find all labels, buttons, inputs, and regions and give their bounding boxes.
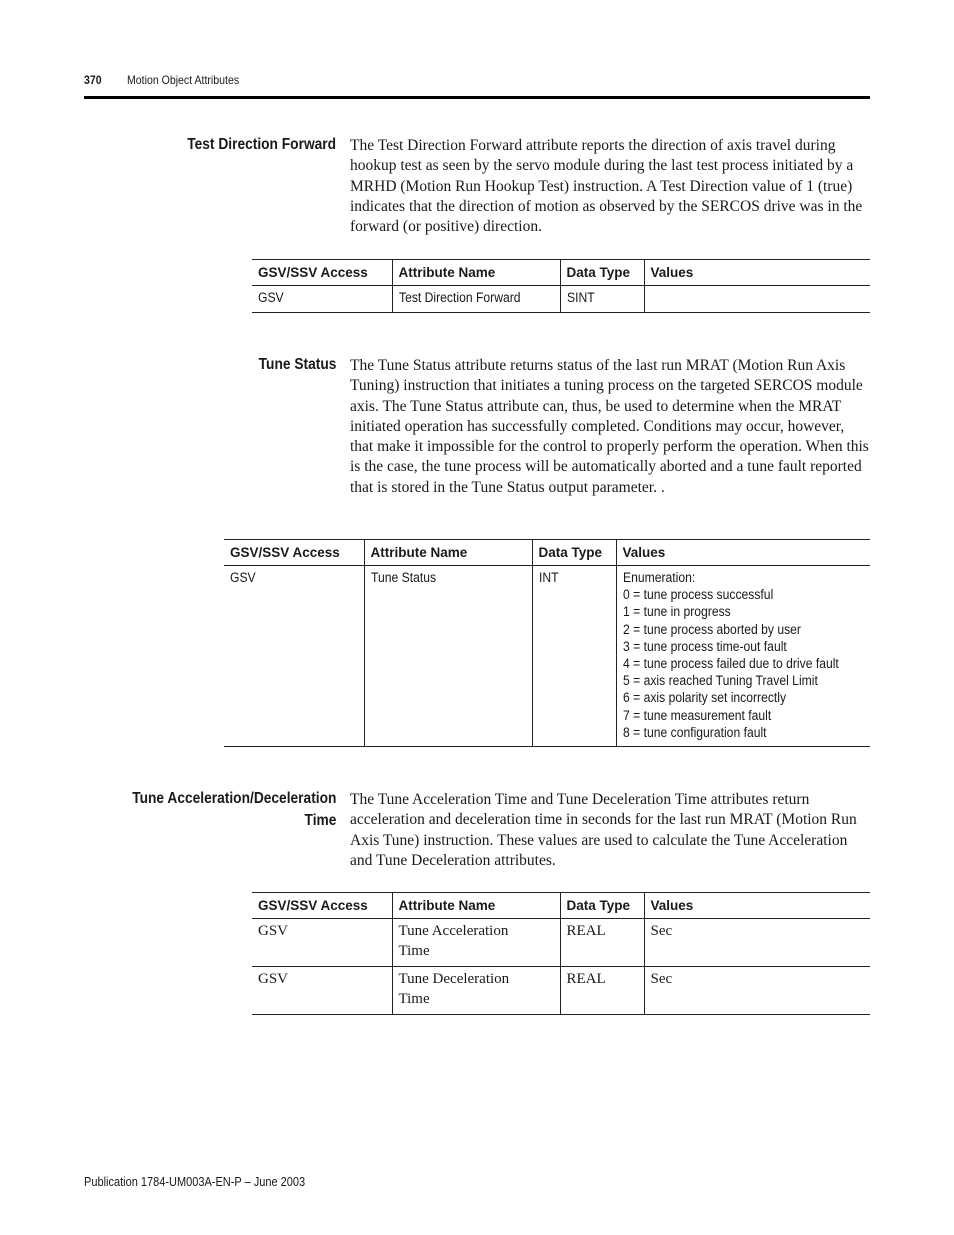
section-heading-line: Time (304, 812, 336, 829)
enum-line: 3 = tune process time-out fault (622, 638, 787, 654)
page-number: 370 (84, 73, 102, 87)
attribute-table-tune-status (224, 539, 870, 747)
section-heading-tune-status (258, 354, 336, 376)
name-line: Tune Deceleration (398, 971, 510, 987)
attribute-table-test-direction-forward (252, 259, 870, 313)
section-body-test-direction-forward: The Test Direction Forward attribute reports the direction of axis travel during hookup test as seen by the servo module during the last test process initiated by a MRHD (Motion Run Hookup Test) instruction. A Test Direction value of 1 (true) indicates that the direction of motion as observed by the SERCOS drive was in the forward (or positive) direction. (350, 137, 863, 236)
cell-attribute-name (392, 967, 560, 1015)
cell-values: Sec (644, 919, 870, 967)
section-heading-line: Tune Acceleration/Deceleration (131, 790, 336, 807)
cell-values (616, 566, 870, 747)
header-rule (84, 96, 870, 99)
column-header: Data Type (560, 260, 644, 286)
enum-line: 5 = axis reached Tuning Travel Limit (622, 673, 818, 689)
enum-line: 1 = tune in progress (622, 604, 731, 620)
column-header: GSV/SSV Access (224, 540, 364, 566)
cell-access: GSV (252, 919, 392, 967)
column-header: GSV/SSV Access (252, 893, 392, 919)
table-header-row (252, 260, 870, 286)
enum-line: 4 = tune process failed due to drive fault (622, 656, 839, 672)
section-heading-line: Tune Status (258, 356, 336, 373)
name-line: Time (398, 991, 430, 1007)
section-heading-line: Test Direction Forward (187, 136, 336, 153)
table-header-row (224, 540, 870, 566)
section-heading-tune-accel-decel-time (132, 788, 336, 832)
table-row (224, 566, 870, 747)
column-header: Attribute Name (364, 540, 532, 566)
column-header: Attribute Name (392, 260, 560, 286)
column-header: Data Type (560, 893, 644, 919)
column-header: Values (644, 260, 870, 286)
cell-access: GSV (252, 286, 392, 313)
cell-access: GSV (224, 566, 364, 747)
name-line: Tune Acceleration (398, 923, 509, 939)
enum-line: 6 = axis polarity set incorrectly (622, 690, 786, 706)
table-row (252, 286, 870, 313)
cell-values: Sec (644, 967, 870, 1015)
cell-data-type: REAL (560, 967, 644, 1015)
name-line: Time (398, 943, 430, 959)
enum-line: 2 = tune process aborted by user (622, 621, 801, 637)
column-header: Values (644, 893, 870, 919)
table-row (252, 919, 870, 967)
enum-line: Enumeration: (622, 570, 695, 585)
cell-data-type: SINT (560, 286, 644, 313)
section-body-tune-status: The Tune Status attribute returns status of the last run MRAT (Motion Run Axis Tuning) instruction that initiates a tuning process on the targeted SERCOS module axis. The Tune Status attribute can, thus, be used to determine when the MRAT initiated operation has successfully completed. Conditions may occur, however, that make it impossible for the control to properly perform the operation. When this is the case, the tune process will be automatically aborted and a tune fault reported that is stored in the Tune Status output parameter. . (350, 357, 869, 496)
enum-line: 8 = tune configuration fault (622, 724, 767, 740)
running-header-title: Motion Object Attributes (127, 73, 240, 87)
column-header: Values (616, 540, 870, 566)
column-header: Data Type (532, 540, 616, 566)
cell-attribute-name: Test Direction Forward (392, 286, 560, 313)
cell-data-type: INT (532, 566, 616, 747)
section-heading-test-direction-forward (187, 134, 336, 156)
cell-values (644, 286, 870, 313)
column-header: GSV/SSV Access (252, 260, 392, 286)
cell-data-type: REAL (560, 919, 644, 967)
table-row (252, 967, 870, 1015)
attribute-table-tune-accel-decel-time (252, 892, 870, 1015)
enum-line: 7 = tune measurement fault (622, 707, 771, 723)
column-header: Attribute Name (392, 893, 560, 919)
cell-attribute-name (392, 919, 560, 967)
cell-access: GSV (252, 967, 392, 1015)
section-body-tune-accel-decel-time: The Tune Acceleration Time and Tune Deceleration Time attributes return acceleration and deceleration time in seconds for the last run MRAT (Motion Run Axis Tune) instruction. These values are used to calculate the Tune Acceleration and Tune Deceleration attributes. (350, 791, 857, 869)
cell-attribute-name: Tune Status (364, 566, 532, 747)
enum-line: 0 = tune process successful (622, 587, 773, 603)
table-header-row (252, 893, 870, 919)
publication-footer: Publication 1784-UM003A-EN-P – June 2003 (84, 1175, 306, 1189)
